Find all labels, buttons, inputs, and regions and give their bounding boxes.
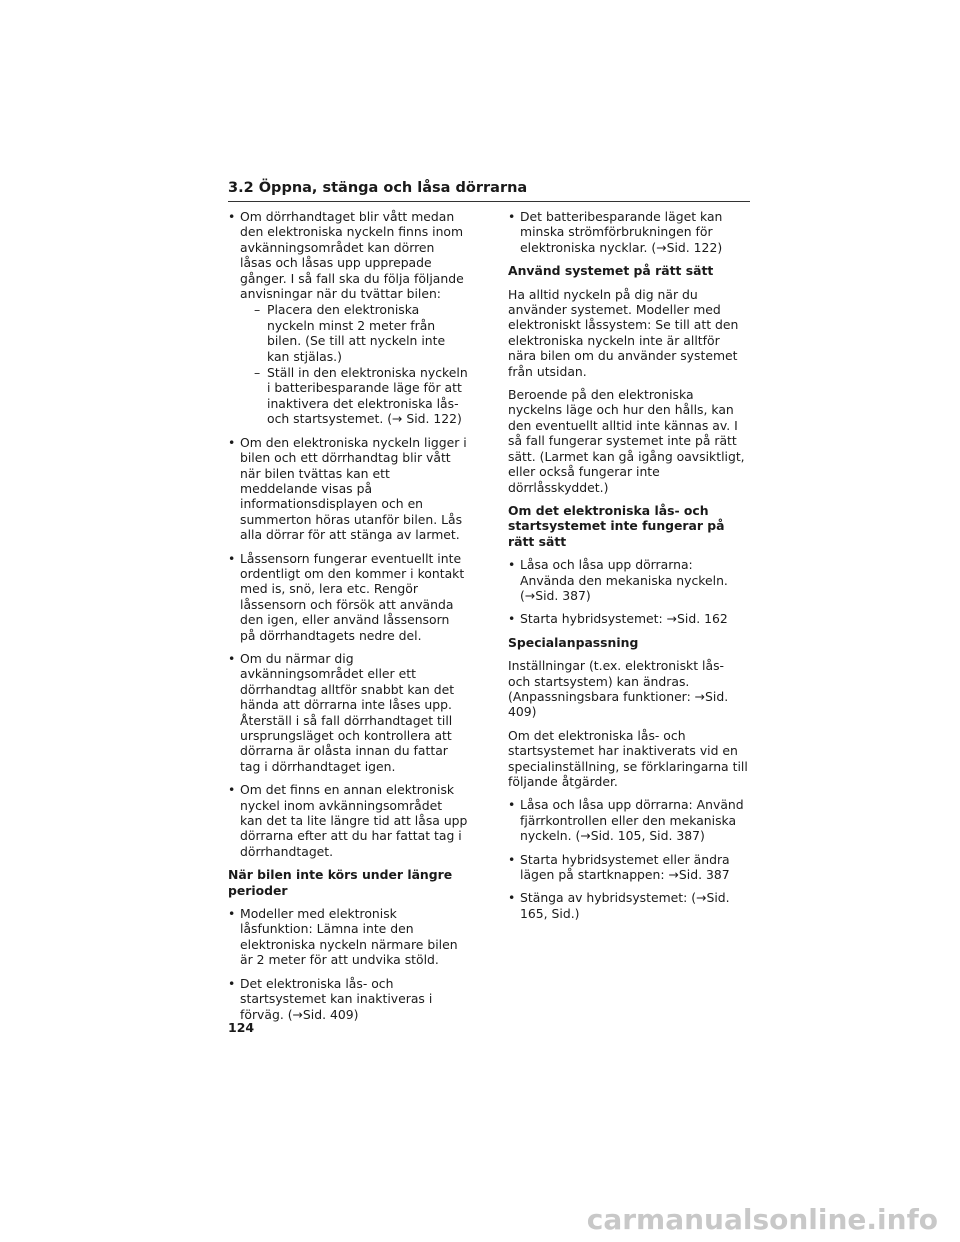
sub-bullet-text: Placera den elektroniska nyckeln minst 2 meter från bilen. (Se till att nyckeln inte kan stjälas.)	[267, 302, 446, 364]
bullet-item	[228, 651, 468, 774]
paragraph: Om det elektroniska lås- och startsystemet har inaktiverats vid en specialinställning, se förklaringarna till följande åtgärder.	[508, 727, 748, 789]
sub-bullet-item	[240, 365, 468, 427]
sub-bullet-text: Ställ in den elektroniska nyckeln i batteribesparande läge för att inaktivera det elektroniska lås- och startsystemet. (→ Sid. 122)	[267, 365, 468, 427]
paragraph: Beroende på den elektroniska nyckelns läge och hur den hålls, kan den eventuellt alltid inte kännas av. I så fall fungerar systemet inte på rätt sätt. (Larmet kan gå igång oavsiktligt, eller också fungerar inte dörrlåsskyddet.)	[508, 387, 745, 495]
bullet-text: Starta hybridsystemet eller ändra lägen på startknappen: →Sid. 387	[520, 851, 730, 883]
subheading: Om det elektroniska lås- och startsystemet inte fungerar på rätt sätt	[508, 502, 725, 549]
bullet-text: Det elektroniska lås- och startsystemet kan inaktiveras i förväg. (→Sid. 409)	[240, 975, 433, 1022]
bullet-item	[228, 551, 468, 643]
bullet-text: Om du närmar dig avkänningsområdet eller ett dörrhandtag alltför snabbt kan det hända att dörrarna inte låses upp. Återställ i så fall dörrhandtaget till ursprungsläget och kontrollera att dörrarna är olåsta innan du fattar tag i dörrhandtaget igen.	[240, 650, 455, 774]
bullet-icon: •	[228, 434, 236, 450]
bullet-text: Starta hybridsystemet: →Sid. 162	[520, 611, 728, 627]
bullet-text: Om det finns en annan elektronisk nyckel inom avkänningsområdet kan det ta lite längre tid att låsa upp dörrarna efter att du har fattat tag i dörrhandtaget.	[240, 782, 468, 859]
bullet-item	[508, 611, 750, 626]
bullet-icon: •	[228, 209, 236, 224]
bullet-text: Om den elektroniska nyckeln ligger i bilen och ett dörrhandtag blir vått när bilen tvättas kan ett meddelande visas på informationsdisplayen och en summerton höras utanför bilen. Lås alla dörrar för att stänga av larmet.	[240, 434, 467, 543]
dash-icon: –	[254, 302, 261, 318]
bullet-text: Modeller med elektronisk låsfunktion: Lämna inte den elektroniska nyckeln närmare bilen är 2 meter för att undvika stöld.	[240, 906, 458, 968]
bullet-item	[228, 782, 468, 859]
bullet-item	[228, 209, 468, 427]
bullet-item	[228, 976, 468, 1022]
bullet-icon: •	[228, 782, 236, 798]
bullet-icon: •	[228, 650, 236, 666]
bullet-item	[228, 435, 468, 543]
subheading: Specialanpassning	[508, 634, 639, 650]
bullet-icon: •	[508, 890, 516, 906]
bullet-text: Låsa och låsa upp dörrarna: Använd fjärrkontrollen eller den mekaniska nyckeln. (→Sid. 105, Sid. 387)	[520, 797, 744, 844]
bullet-text: Om dörrhandtaget blir vått medan den elektroniska nyckeln finns inom avkänningsområdet kan dörren låsas och låsas upp upprepade gånger. I så fall ska du följa följande anvisningar när du tvättar bilen:	[240, 209, 464, 302]
bullet-item	[508, 557, 750, 603]
bullet-item	[508, 890, 750, 921]
bullet-icon: •	[228, 975, 236, 991]
watermark: carmanualsonline.info	[586, 1203, 938, 1236]
bullet-item	[228, 906, 468, 968]
bullet-icon: •	[508, 557, 516, 573]
bullet-text: Låssensorn fungerar eventuellt inte ordentligt om den kommer i kontakt med is, snö, lera etc. Rengör låssensorn och försök att använda den igen, eller använd låssensorn på dörrhandtagets nedre del.	[240, 550, 465, 643]
page-number: 124	[228, 1020, 255, 1035]
paragraph: Inställningar (t.ex. elektroniskt lås- och startsystem) kan ändras. (Anpassningsbara funktioner: →Sid. 409)	[508, 658, 729, 720]
bullet-icon: •	[508, 851, 516, 867]
section-header	[228, 177, 750, 202]
subheading: Använd systemet på rätt sätt	[508, 263, 714, 279]
bullet-item	[508, 852, 750, 883]
bullet-text: Låsa och låsa upp dörrarna: Använda den mekaniska nyckeln. (→Sid. 387)	[520, 557, 728, 603]
bullet-item	[508, 797, 750, 843]
paragraph: Ha alltid nyckeln på dig när du använder systemet. Modeller med elektroniskt låssystem: Se till att den elektroniska nyckeln inte är alltför nära bilen om du använder systemet från utsidan.	[508, 286, 739, 379]
bullet-icon: •	[508, 797, 516, 813]
bullet-item	[508, 209, 750, 255]
bullet-text: Stänga av hybridsystemet: (→Sid. 165, Sid.)	[520, 890, 730, 921]
left-column	[228, 209, 468, 1030]
bullet-icon: •	[228, 906, 236, 922]
bullet-icon: •	[508, 611, 516, 627]
bullet-icon: •	[508, 209, 516, 224]
right-column	[508, 209, 750, 929]
section-title: 3.2 Öppna, stänga och låsa dörrarna	[228, 180, 528, 196]
bullet-icon: •	[228, 550, 236, 566]
bullet-text: Det batteribesparande läget kan minska strömförbrukningen för elektroniska nycklar. (→Sid. 122)	[520, 209, 723, 255]
subheading: När bilen inte körs under längre perioder	[228, 867, 453, 898]
sub-bullet-item	[240, 302, 468, 364]
dash-icon: –	[254, 365, 261, 381]
